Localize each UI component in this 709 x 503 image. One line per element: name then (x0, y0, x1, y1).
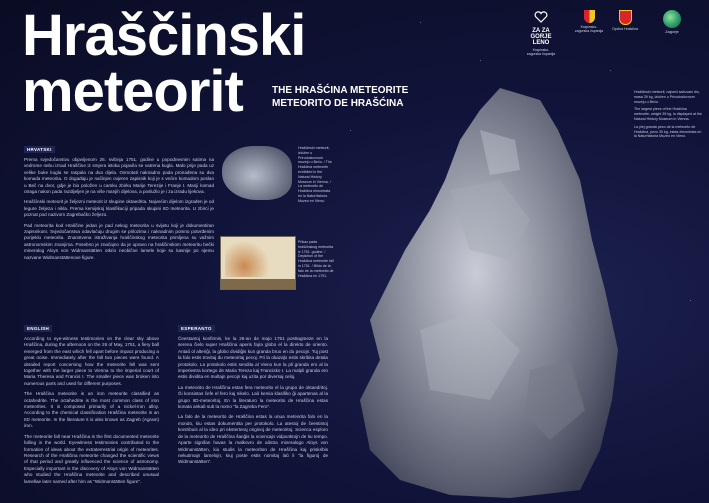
section-label-en: ENGLISH (24, 325, 52, 332)
caption-photo1: Hraščinski meteorit, izložen u Prirodoslovnom muzeju u Beču. / The Hraščina meteorite exhibited in the Natural History Museum in Vienna. / La meteorito de Hraščina elmontrata en la Naturhistoria Muzeo en Vieno. (298, 146, 332, 203)
illustration-ground (221, 279, 295, 289)
illustration-sky (225, 241, 289, 277)
right-caption-en: The largest piece of the Hraščina meteorite, weight 39 kg, is displayed at the Natural History Museum in Vienna. (634, 107, 702, 121)
section-label-hr: HRVATSKI (24, 146, 55, 153)
star (690, 300, 691, 301)
text-hr (24, 157, 214, 265)
right-caption-eo: La plej granda peco de la meteorito de Hraščina, pezo 39 kg, estas elmontrata en la Naturhistoria Muzeo en Vieno. (634, 124, 702, 139)
paragraph: La meteorito de Hraščina estas fera meteorito el la grupo de oktaedritoj. Ĝi konsistas ĉefe el fero kaj nikelo. Laŭ kemia klasifiko ĝi apartenas al la grupo IID-meteoritoj. En la literaturo la meteorito de Hraščina estas konata ankaŭ sub la nomo "la Zagreba Fero". (178, 384, 328, 410)
krapina-label: Krapinsko-zagorska županija (574, 25, 604, 33)
subtitle-en: THE HRAŠĆINA METEORITE (272, 85, 409, 96)
right-caption (634, 90, 702, 142)
meteorite-fall-illustration (220, 236, 296, 290)
opcina-label: Općina Hraščina (612, 27, 638, 31)
globe-icon (663, 10, 681, 28)
meteorite-graphic (330, 70, 630, 500)
star (420, 22, 421, 23)
zagorje-logo-label: Krapinsko-zagorska županija (526, 48, 556, 56)
star (480, 60, 481, 61)
zagorje-logo (526, 10, 556, 56)
paragraph: Ĉeestantoj konfirmis, ke la 26-an de majo 1751 posttagmeze en la serena ĉielo super Hraščina aperis fajra globo el la direkto de oriento. Antaŭ ol alteriĝi, la globo dividiĝis kun granda bruo en du pecojn. Tuj post la falo estis trovitaj du meteoritaj pecoj. Pri la okazaĵo estis skribita detala protokolo. La protokolo estis sendita al Vieno kun la pli granda ero al la imperiestra kortego de Maria Tereza kaj Francisko I. La malpli granda ero estis dividita en multajn pecojn kaj uzita por diversaj celoj. (178, 336, 328, 380)
section-label-eo: ESPERANTO (178, 325, 215, 332)
paragraph: The meteorite fall near Hraščina is the first documented meteorite falling in the world. Eyewitness testimonies contributed to the formation of ideas about the extraterrestrial origin of meteorites. Research of the Hraščina meteorite changed the scientific views of that period and greatly influenced the science of astronomy. Especially important is the discovery of Aloys von Widmanstätten who studied the Hraščina meteorite and described unusual lamellae later named after him as "Widmanstätten figure". (24, 433, 159, 484)
subtitle-eo: METEORITO DE HRAŠĆINA (272, 98, 404, 109)
zagorje-globe-label: Zagorje (665, 29, 679, 34)
shield-icon (619, 10, 632, 25)
paragraph: The Hraščina meteorite is an iron meteorite classified as octahedrite. The octahedrite is the most common class of iron meteorites. It is composed primarily of a nickel-iron alloy. According to the chemical classification Hraščina meteorite is an IID meteorite. In the literature it is also known as Zagreb (Agram) iron. (24, 391, 159, 429)
zagorje-logo-text: ZA ZA GORJE LENO (530, 28, 552, 46)
meteorite-image (330, 70, 630, 500)
shield-icon (584, 10, 595, 23)
opcina-coat-of-arms (610, 10, 640, 31)
page-title (22, 3, 306, 124)
zagorje-globe-logo (652, 10, 692, 34)
title-line-1: Hraščinski (22, 3, 306, 68)
caption-photo2: Prikaz pada hraščinskog meteorita iz 1751. godine. / Depiction of the Hraščina meteorite fall in 1751. / Bildo de la falo de la meteorito de Hraščina en 1751. (298, 240, 334, 278)
title-line-2: meteorit (22, 59, 243, 124)
text-en (24, 336, 159, 489)
paragraph: According to eye-witness testimonies on the clear sky above Hraščina, during the afternoon on the 26 of May, 1751, a fiery ball emerged from the east which fell apart before impact producing a great noise. Immediately after the fall two pieces were found. A detailed report concerning how the meteorite fell was sent together with the larger piece to Vienna to the imperial court of Maria Theresa and Francis I. The smaller piece was broken into numerous parts and used for different purposes. (24, 336, 159, 386)
right-caption-hr: Hraščinski meteorit, najveći sačuvani dio, masa 39 kg, izložen u Prirodoslovnom muzeju u Beču. (634, 90, 700, 104)
text-eo (178, 336, 328, 470)
logo-strip (524, 10, 704, 56)
meteorite-photo (222, 146, 292, 200)
paragraph: Prema svjedočanstvu objavljenom 26. svibnja 1751. godine u popodnevnim satima na vedrome nebu iznad Hraščine iz smjera istoka pojavila se vatrena kugla. Malo prije pada uz velike buke kugla se raspala na dva dijela. Osmotati naknadno pada pronađena su dva komada meteorita. O događaju je načinjen ovjeren zapisnik koji je s većim komadom poslan u Beč na dvor, gdje je bio položen u carsku zbirku Marije Terezije i Franje I. Manji komad otraga nakon pada razdijeljen je na više manjih dijelova, a poslužio je i za izradu lijekova. (24, 157, 214, 195)
krapina-coat-of-arms (574, 10, 604, 33)
heart-icon (534, 11, 548, 23)
paragraph: Hraščinski meteorit je željezni meteorit iz skupine oktaedrita. Najvećim dijelom izgrađen je od legure željeza i nikla. Prema kemijskoj klasifikaciji pripada skupini IID meteorita. U zbirci je poznat pod nazivom Zagrebačko željezo. (24, 199, 214, 218)
paragraph: Pad meteorita kod Hraščine jedan je pad nekog meteorita u svijetu koji je dokumentiran zapisnikom. Svjedočanstva odavlaćuju drugim se prilozima i naknadnim pomno potvrđenim porijeklu meteorita. Znanstvena istraživanja hraščinskog meteorita primljena su važnim astronomskim znanjima. Posebno je značajno da je upravo na hraščinskom meteoritu bečki mineralog Aloys von Widmanstätten otkrio neobične lamele koje su kasnije po njemu nazvane Widmanstättenove figure. (24, 222, 214, 260)
paragraph: La falo de la meteorito de Hraščina estas la unua meteorita falo en la mondo, kiu estas dokumentita per protokolo. La atestoj de ĉeestintoj kontribuis al la ideo pri eksterteraj originoj de meteoritoj. Scienca esploro de la meteorito de Hraščina ŝanĝis la sciencajn vidpunktojn de tiu tempo. Aparte signifan havas la malkovro de aŭstra mineralogo Aloys von Widmanstätten, kiu studis la meteoriton de Hraščina kaj priskribis nekutimajn lamelojn, kiuj poste estis nomitaj laŭ li "la figuroj de Widmanstätten". (178, 414, 328, 465)
